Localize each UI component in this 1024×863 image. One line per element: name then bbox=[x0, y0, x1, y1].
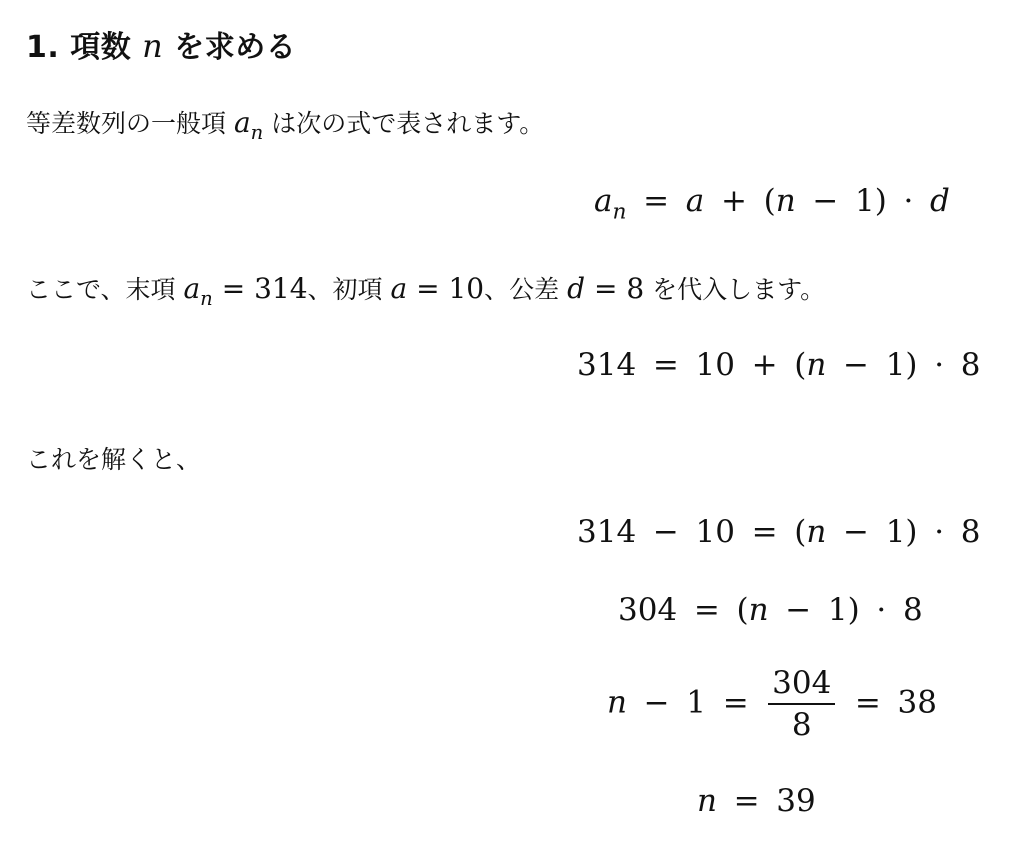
subst-an-a: a bbox=[183, 272, 201, 305]
step4-eq: = bbox=[733, 783, 760, 819]
heading-prefix: 1. 項数 bbox=[26, 30, 132, 65]
subst-d-var: d bbox=[567, 272, 586, 305]
intro-text-before: 等差数列の一般項 bbox=[26, 109, 227, 138]
solution-step-4 bbox=[697, 783, 816, 819]
formula-d: d bbox=[930, 183, 950, 219]
step3-eq-1: = bbox=[722, 684, 749, 721]
subst-text-2: 、初項 bbox=[307, 275, 383, 304]
subst-text-1: ここで、末項 bbox=[26, 275, 176, 304]
subst-a bbox=[391, 272, 485, 305]
step1-minus-2: − bbox=[843, 514, 870, 550]
eq2-lhs: 314 bbox=[577, 347, 637, 383]
step1-10: 10 bbox=[695, 514, 735, 550]
heading-variable: n bbox=[142, 27, 164, 65]
formula-close-paren: ) bbox=[874, 183, 887, 219]
subst-an-value: 314 bbox=[254, 272, 308, 305]
step1-one: 1 bbox=[885, 514, 906, 550]
step1-close-paren: ) bbox=[905, 514, 918, 550]
subst-eq-2: = bbox=[416, 272, 440, 305]
formula-a: a bbox=[594, 183, 613, 219]
subst-eq-3: = bbox=[593, 272, 618, 305]
step2-eight: 8 bbox=[902, 592, 923, 628]
step1-minus: − bbox=[652, 514, 679, 550]
formula-n: n bbox=[775, 183, 796, 219]
step2-dot: · bbox=[876, 592, 887, 628]
substituted-equation bbox=[577, 347, 980, 383]
step4-value: 39 bbox=[776, 783, 816, 819]
formula-dot: · bbox=[903, 183, 914, 219]
eq2-close-paren: ) bbox=[905, 347, 918, 383]
step3-n: n bbox=[607, 684, 627, 721]
step1-eq: = bbox=[751, 514, 778, 550]
step1-n: n bbox=[806, 514, 827, 550]
intro-text-after: は次の式で表されます。 bbox=[271, 109, 545, 138]
eq2-dot: · bbox=[934, 347, 945, 383]
subst-a-value: 10 bbox=[448, 272, 485, 305]
eq2-minus: − bbox=[843, 347, 870, 383]
step2-close-paren: ) bbox=[847, 592, 860, 628]
eq2-eight: 8 bbox=[960, 347, 981, 383]
var-n-sub: n bbox=[250, 120, 264, 144]
formula-plus: + bbox=[720, 183, 747, 219]
eq2-one: 1 bbox=[885, 347, 906, 383]
eq2-ten: 10 bbox=[695, 347, 735, 383]
step2-eq: = bbox=[693, 592, 720, 628]
eq2-eq: = bbox=[652, 347, 679, 383]
step3-result: 38 bbox=[897, 684, 937, 721]
step3-fraction bbox=[768, 665, 835, 743]
substitution-paragraph bbox=[26, 270, 825, 310]
subst-d-value: 8 bbox=[626, 272, 645, 305]
fraction-numerator: 304 bbox=[768, 665, 835, 705]
step2-one: 1 bbox=[827, 592, 848, 628]
step4-n: n bbox=[697, 783, 717, 819]
step1-open-paren: ( bbox=[794, 514, 807, 550]
step2-n: n bbox=[748, 592, 769, 628]
step3-eq-2: = bbox=[854, 684, 881, 721]
solution-step-3 bbox=[607, 665, 937, 743]
general-term-formula bbox=[594, 183, 950, 225]
solution-step-2 bbox=[618, 592, 923, 628]
formula-eq: = bbox=[643, 183, 670, 219]
formula-one: 1 bbox=[855, 183, 875, 219]
eq2-open-paren: ( bbox=[794, 347, 807, 383]
formula-sub-n: n bbox=[612, 199, 627, 225]
formula-first-term: a bbox=[685, 183, 705, 219]
section-heading bbox=[26, 22, 296, 66]
eq2-n: n bbox=[806, 347, 827, 383]
solve-paragraph: これを解くと、 bbox=[26, 445, 202, 474]
subst-text-4: を代入します。 bbox=[652, 275, 826, 304]
intro-paragraph bbox=[26, 104, 544, 144]
subst-d bbox=[567, 272, 644, 305]
formula-open-paren: ( bbox=[763, 183, 776, 219]
step2-304: 304 bbox=[618, 592, 678, 628]
step2-open-paren: ( bbox=[736, 592, 749, 628]
step1-eight: 8 bbox=[960, 514, 981, 550]
step3-minus: − bbox=[643, 684, 670, 721]
subst-an-sub: n bbox=[200, 286, 213, 310]
subst-a-var: a bbox=[390, 272, 408, 305]
subst-text-3: 、公差 bbox=[484, 275, 560, 304]
intro-math-an bbox=[233, 106, 264, 144]
var-a: a bbox=[233, 106, 251, 139]
heading-suffix: を求める bbox=[174, 30, 297, 65]
subst-eq-1: = bbox=[221, 272, 246, 305]
solution-step-1 bbox=[577, 514, 980, 550]
step2-minus: − bbox=[785, 592, 812, 628]
formula-minus: − bbox=[812, 183, 839, 219]
fraction-denominator: 8 bbox=[791, 707, 812, 743]
step1-dot: · bbox=[934, 514, 945, 550]
step3-one: 1 bbox=[686, 684, 707, 721]
subst-an bbox=[183, 272, 308, 310]
eq2-plus: + bbox=[751, 347, 778, 383]
step1-314: 314 bbox=[577, 514, 637, 550]
